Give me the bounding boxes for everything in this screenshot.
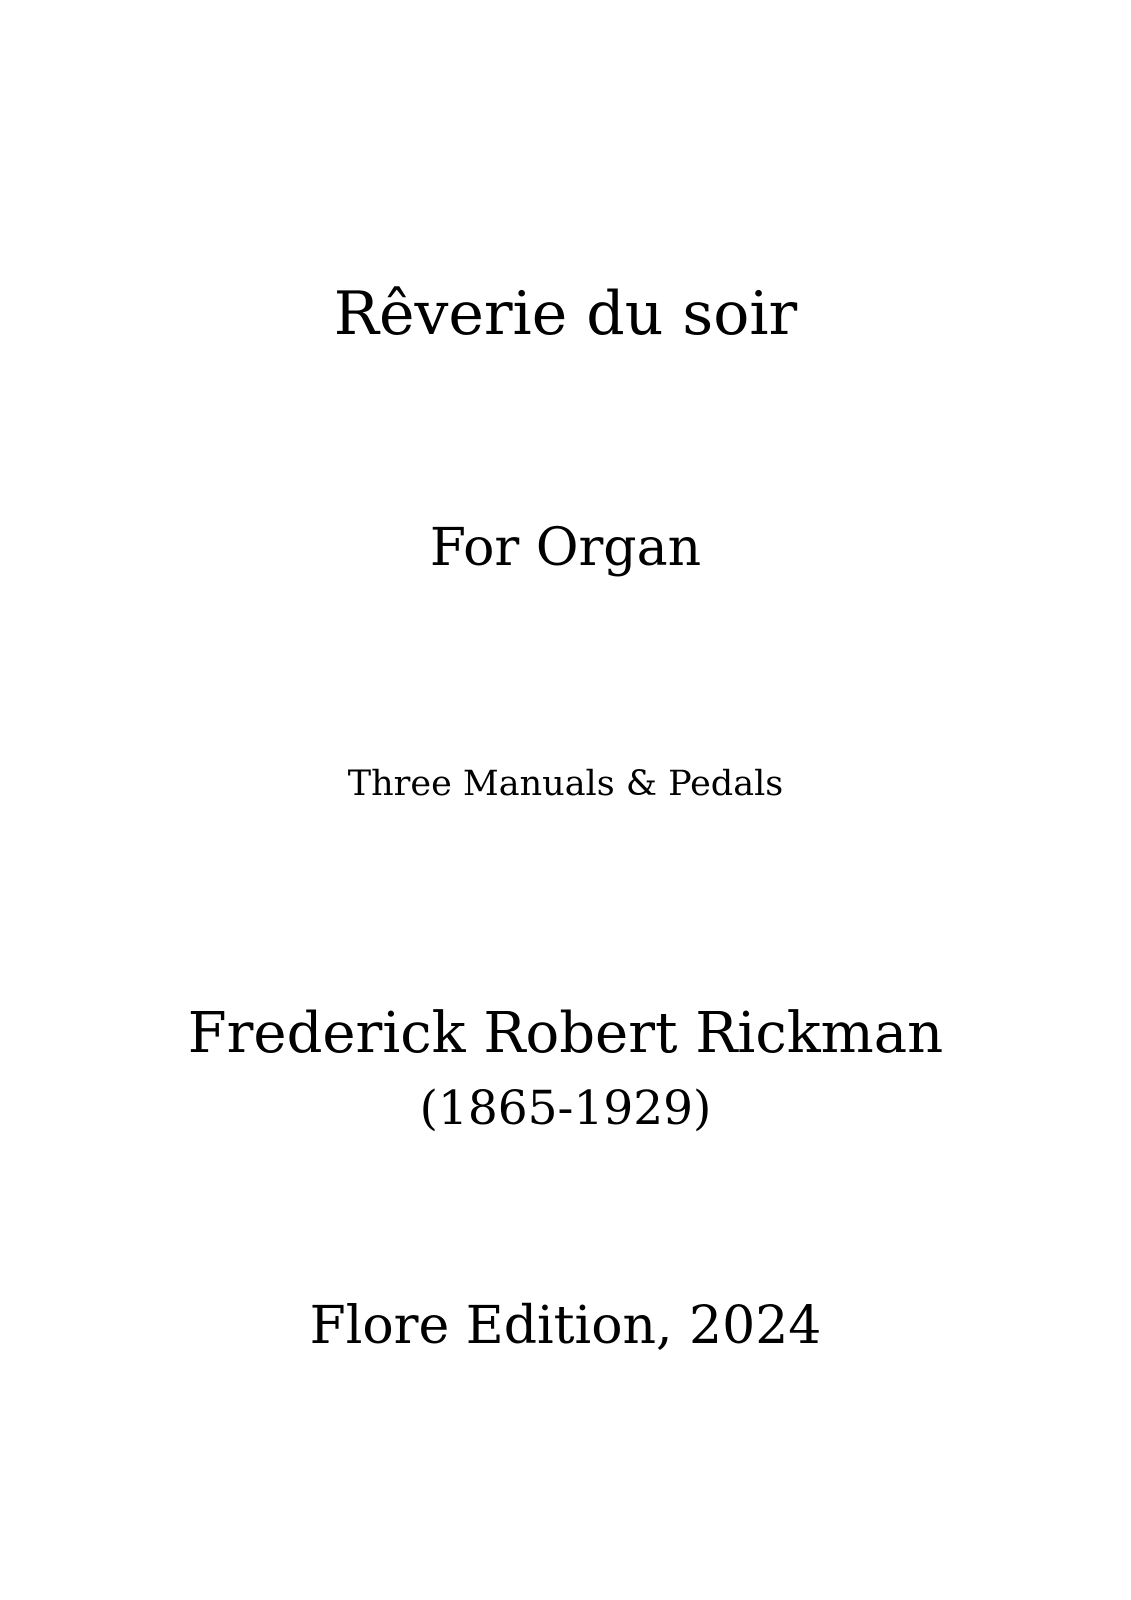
edition-line: Flore Edition, 2024 — [309, 1296, 822, 1356]
scoring-line: For Organ — [429, 518, 702, 578]
composer-name: Frederick Robert Rickman — [187, 1001, 944, 1066]
piece-title: Rêverie du soir — [333, 279, 798, 349]
instrumentation-line: Three Manuals & Pedals — [347, 764, 784, 804]
composer-dates: (1865-1929) — [419, 1081, 712, 1136]
